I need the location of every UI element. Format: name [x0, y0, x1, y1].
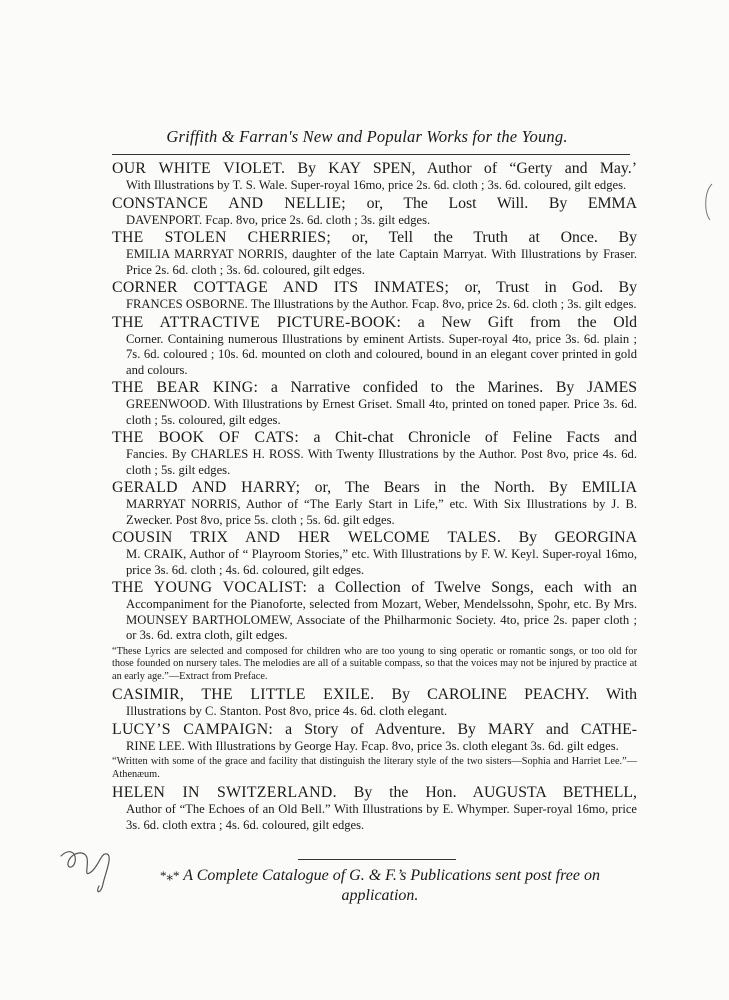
- book-author-line: a Narrative confided to the Marines. By JAMES: [258, 379, 638, 396]
- book-heading: [112, 721, 637, 739]
- book-title: LUCY’S CAMPAIGN:: [112, 720, 274, 738]
- book-heading: [112, 279, 637, 297]
- book-list: [112, 160, 637, 833]
- book-entry: [112, 195, 637, 229]
- book-heading: [112, 686, 637, 704]
- book-description: FRANCES OSBORNE. The Illustrations by the Author. Fcap. 8vo, price 2s. 6d. cloth ; 3s. gilt edges.: [126, 297, 637, 311]
- book-title: HELEN IN SWITZERLAND.: [112, 784, 337, 801]
- book-description: RINE LEE. With Illustrations by George Hay. Fcap. 8vo, price 3s. cloth elegant 3s. 6d. gilt edges.: [126, 738, 619, 753]
- footer-rule: [298, 859, 456, 860]
- book-title: COUSIN TRIX AND HER WELCOME TALES.: [112, 529, 502, 546]
- book-entry: [112, 379, 637, 428]
- book-description: Corner. Containing numerous Illustrations by eminent Artists. Super-royal 4to, price 3s. 6d. plain ; 7s. 6d. coloured ; 10s. 6d. mounted on cloth and coloured, bound in an elegant cover printed in gold and colours.: [126, 331, 637, 377]
- book-title: THE BOOK OF CATS:: [112, 429, 300, 446]
- book-title: GERALD AND HARRY;: [112, 479, 301, 496]
- book-author-line: a Chit-chat Chronicle of Feline Facts and: [299, 429, 637, 446]
- book-entry: [112, 229, 637, 278]
- book-heading: [112, 314, 637, 332]
- book-entry: [112, 160, 637, 194]
- book-heading: [112, 479, 637, 497]
- book-author-line: a Collection of Twelve Songs, each with an: [307, 579, 637, 596]
- book-author-line: By CAROLINE PEACHY. With: [374, 686, 637, 703]
- catalogue-notice-line2: application.: [341, 887, 419, 904]
- book-title: CASIMIR, THE LITTLE EXILE.: [112, 686, 375, 703]
- book-title: THE ATTRACTIVE PICTURE-BOOK:: [112, 313, 402, 331]
- book-author-line: or, The Bears in the North. By EMILIA: [300, 479, 637, 496]
- book-author-line: a New Gift from the Old: [401, 313, 637, 331]
- book-title: CORNER COTTAGE AND ITS INMATES;: [112, 279, 450, 296]
- book-description: GREENWOOD. With Illustrations by Ernest Griset. Small 4to, printed on toned paper. Price 3s. 6d. cloth ; 5s. coloured, gilt edges.: [126, 397, 637, 427]
- running-title: Griffith & Farran's New and Popular Works for the Young.: [166, 127, 568, 146]
- review-quote: “These Lyrics are selected and composed for children who are too young to sing operatic or romantic songs, or too old for those founded on nursery tales. The melodies are all of a suitable compass, so that the voices may not be injured by practice at an early age.”—Extract from Preface.: [112, 645, 637, 682]
- book-entry: [112, 579, 637, 683]
- book-entry: [112, 429, 637, 478]
- book-title: OUR WHITE VIOLET.: [112, 160, 286, 177]
- book-description: Illustrations by C. Stanton. Post 8vo, price 4s. 6d. cloth elegant.: [126, 704, 448, 718]
- book-entry: [112, 529, 637, 578]
- book-description: DAVENPORT. Fcap. 8vo, price 2s. 6d. cloth ; 3s. gilt edges.: [126, 212, 431, 227]
- book-author-line: a Story of Adventure. By MARY and CATHE-: [273, 720, 638, 738]
- book-title: THE BEAR KING:: [112, 379, 259, 396]
- book-description: M. CRAIK, Author of “ Playroom Stories,” etc. With Illustrations by F. W. Keyl. Super-royal 16mo, price 3s. 6d. cloth ; 4s. 6d. coloured, gilt edges.: [126, 547, 637, 577]
- book-author-line: By KAY SPEN, Author of “Gerty and May.’: [285, 160, 637, 177]
- book-description: With Illustrations by T. S. Wale. Super-royal 16mo, price 2s. 6d. cloth ; 3s. 6d. coloured, gilt edges.: [126, 178, 627, 192]
- book-author-line: or, Tell the Truth at Once. By: [331, 229, 637, 246]
- book-title: THE STOLEN CHERRIES;: [112, 229, 332, 246]
- book-heading: [112, 195, 637, 213]
- book-heading: [112, 379, 637, 397]
- book-description: Author of “The Echoes of an Old Bell.” With Illustrations by E. Whymper. Super-royal 16mo, price 3s. 6d. cloth extra ; 4s. 6d. coloured, gilt edges.: [126, 802, 637, 832]
- book-title: CONSTANCE AND NELLIE;: [112, 194, 346, 212]
- book-description: Fancies. By CHARLES H. ROSS. With Twenty Illustrations by the Author. Post 8vo, price 4s. 6d. cloth ; 5s. gilt edges.: [126, 447, 637, 477]
- book-description: Accompaniment for the Pianoforte, selected from Mozart, Weber, Mendelssohn, Spohr, etc. By Mrs. MOUNSEY BARTHOLOMEW, Associate of the Philharmonic Society. 4to, price 2s. paper cloth ; or 3s. 6d. extra cloth, gilt edges.: [126, 597, 637, 642]
- book-title: THE YOUNG VOCALIST:: [112, 579, 308, 596]
- book-heading: [112, 229, 637, 247]
- book-author-line: or, Trust in God. By: [449, 279, 637, 296]
- asterism: *⁎*: [160, 868, 180, 883]
- book-author-line: By the Hon. AUGUSTA BETHELL,: [336, 784, 637, 801]
- book-heading: [112, 160, 637, 178]
- book-entry: [112, 721, 637, 782]
- book-heading: [112, 429, 637, 447]
- review-quote: “Written with some of the grace and facility that distinguish the literary style of the two sisters—Sophia and Harriet Lee.”—Athenæum.: [112, 756, 637, 780]
- catalogue-notice: [130, 866, 630, 906]
- book-entry: [112, 479, 637, 528]
- header-rule: [112, 154, 630, 155]
- book-description: MARRYAT NORRIS, Author of “The Early Start in Life,” etc. With Six Illustrations by J. B. Zwecker. Post 8vo, price 5s. cloth ; 5s. 6d. gilt edges.: [126, 497, 637, 527]
- book-heading: [112, 579, 637, 597]
- book-author-line: or, The Lost Will. By EMMA: [346, 194, 637, 212]
- book-entry: [112, 686, 637, 720]
- book-author-line: By GEORGINA: [501, 529, 637, 546]
- book-entry: [112, 279, 637, 313]
- book-heading: [112, 529, 637, 547]
- catalogue-notice-line1: A Complete Catalogue of G. & F.’s Publications sent post free on: [183, 867, 600, 884]
- pencil-mark-icon: [55, 838, 135, 898]
- margin-bracket-icon: [700, 182, 716, 222]
- book-entry: [112, 314, 637, 379]
- book-entry: [112, 784, 637, 833]
- book-description: EMILIA MARRYAT NORRIS, daughter of the late Captain Marryat. With Illustrations by Fraser. Price 2s. 6d. cloth ; 3s. 6d. coloured, gilt edges.: [126, 247, 637, 277]
- book-heading: [112, 784, 637, 802]
